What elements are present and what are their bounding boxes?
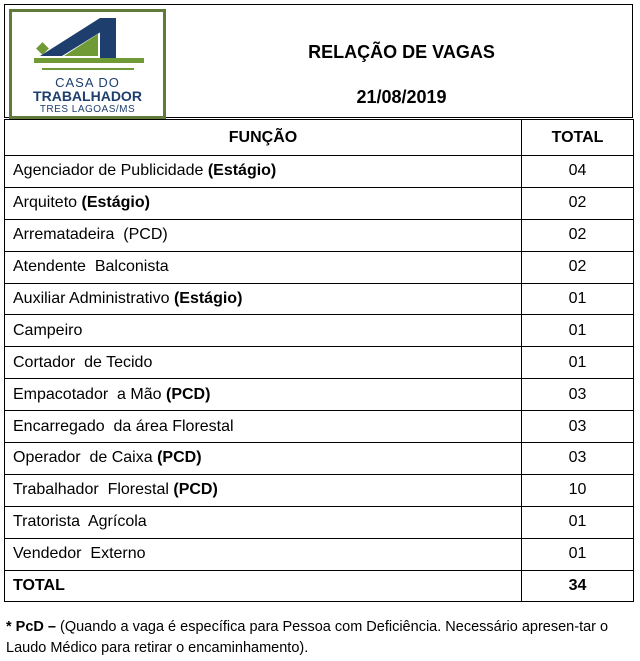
column-header-total: TOTAL <box>522 120 634 156</box>
footnote <box>6 617 634 659</box>
page-date: 21/08/2019 <box>356 87 447 107</box>
cell-funcao <box>5 474 522 506</box>
footnote-label: * PcD – <box>6 619 56 635</box>
cell-total: 01 <box>522 538 634 570</box>
funcao-tag: (PCD) <box>173 481 218 499</box>
cell-funcao <box>5 347 522 379</box>
cell-total: 01 <box>522 315 634 347</box>
logo-line-trabalhador: TRABALHADOR <box>33 88 142 104</box>
funcao-tag: (PCD) <box>157 449 202 467</box>
cell-funcao <box>5 506 522 538</box>
cell-total: 02 <box>522 251 634 283</box>
cell-total: 02 <box>522 187 634 219</box>
cell-total: 02 <box>522 219 634 251</box>
table-row <box>5 379 634 411</box>
cell-funcao <box>5 187 522 219</box>
table-row <box>5 411 634 443</box>
casa-do-trabalhador-logo <box>9 9 166 119</box>
table-header-row <box>5 120 634 156</box>
cell-total: 03 <box>522 379 634 411</box>
cell-total: 03 <box>522 411 634 443</box>
total-value: 34 <box>522 570 634 602</box>
funcao-text: Tratorista Agrícola <box>13 513 147 531</box>
vacancy-table <box>4 119 634 602</box>
funcao-tag: (Estágio) <box>207 162 277 180</box>
cell-funcao <box>5 443 522 475</box>
table-row <box>5 283 634 315</box>
table-row <box>5 538 634 570</box>
table-row <box>5 187 634 219</box>
logo-line-city: TRES LAGOAS/MS <box>39 104 136 115</box>
cell-funcao <box>5 411 522 443</box>
funcao-text: Arquiteto <box>13 194 78 212</box>
page-title: RELAÇÃO DE VAGAS <box>308 42 495 62</box>
funcao-text: Empacotador a Mão <box>13 385 162 403</box>
cell-funcao <box>5 283 522 315</box>
table-row <box>5 347 634 379</box>
funcao-text: Arrematadeira (PCD) <box>13 226 168 244</box>
funcao-text: Encarregado da área Florestal <box>13 417 234 435</box>
cell-funcao <box>5 156 522 188</box>
funcao-text: Trabalhador Florestal <box>13 481 169 499</box>
column-header-funcao: FUNÇÃO <box>5 120 522 156</box>
header-box <box>4 4 633 118</box>
table-row <box>5 219 634 251</box>
table-row <box>5 474 634 506</box>
table-total-row <box>5 570 634 602</box>
cell-total: 10 <box>522 474 634 506</box>
cell-funcao <box>5 251 522 283</box>
funcao-text: Auxiliar Administrativo <box>13 290 170 307</box>
table-row <box>5 315 634 347</box>
cell-total: 03 <box>522 443 634 475</box>
funcao-text: Vendedor Externo <box>13 545 146 563</box>
funcao-text: Cortador de Tecido <box>13 353 153 371</box>
cell-funcao <box>5 379 522 411</box>
funcao-text: Agenciador de Publicidade <box>13 162 204 180</box>
footnote-text: (Quando a vaga é específica para Pessoa com Deficiência. Necessário apresen-tar o Laudo Médico para retirar o encaminhamento). <box>6 619 609 656</box>
cell-total: 01 <box>522 347 634 379</box>
table-row <box>5 443 634 475</box>
table-row <box>5 156 634 188</box>
cell-funcao <box>5 315 522 347</box>
cell-funcao <box>5 219 522 251</box>
total-label: TOTAL <box>5 570 522 602</box>
table-row <box>5 251 634 283</box>
funcao-text: Atendente Balconista <box>13 258 169 276</box>
table-row <box>5 506 634 538</box>
cell-total: 01 <box>522 283 634 315</box>
funcao-tag: (PCD) <box>165 385 211 403</box>
cell-funcao <box>5 538 522 570</box>
funcao-text: Campeiro <box>13 321 83 339</box>
funcao-tag: (Estágio) <box>81 194 150 212</box>
funcao-tag: (Estágio) <box>173 290 243 307</box>
cell-total: 04 <box>522 156 634 188</box>
cell-total: 01 <box>522 506 634 538</box>
logo-line-casa: CASA DO <box>55 75 120 90</box>
funcao-text: Operador de Caixa <box>13 449 153 467</box>
table-body <box>5 156 634 602</box>
